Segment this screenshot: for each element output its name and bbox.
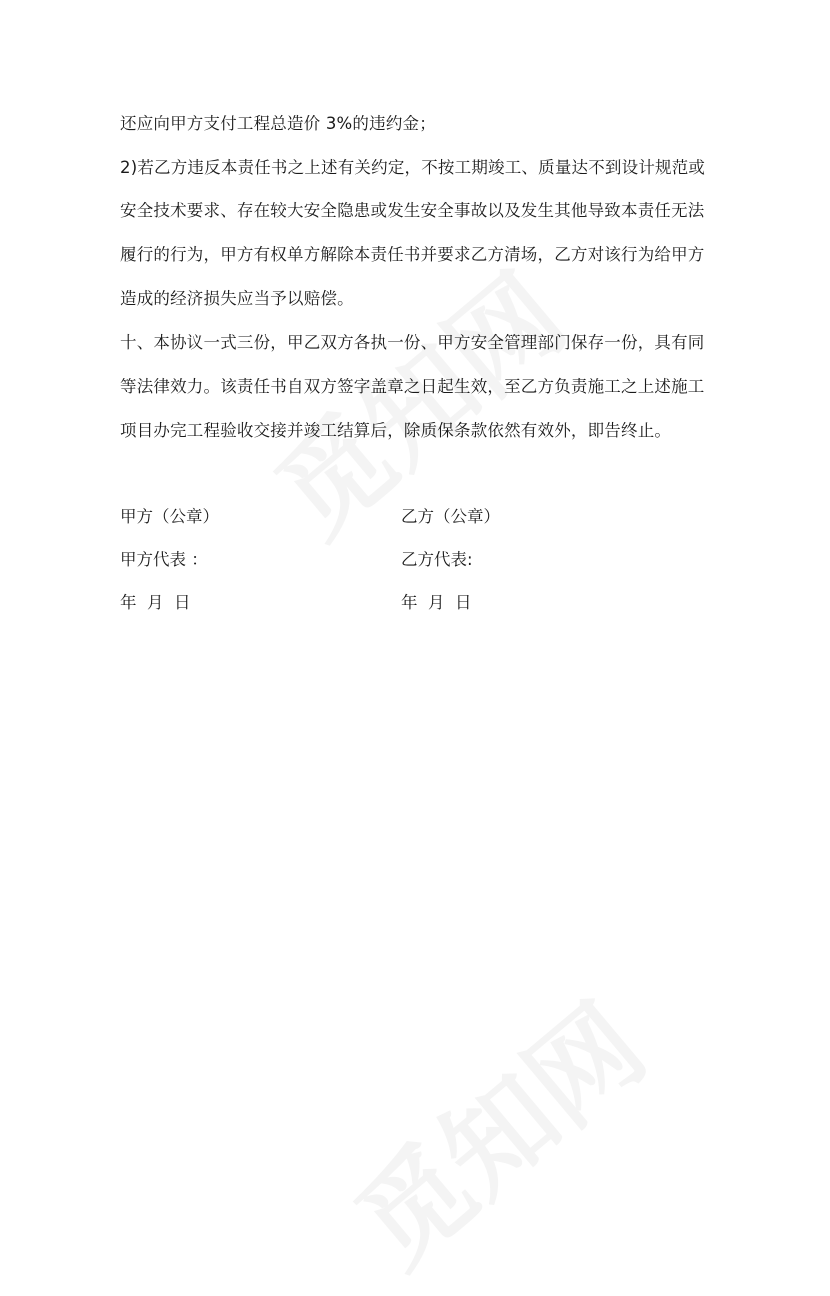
paragraph-line: 还应向甲方支付工程总造价 3%的违约金； bbox=[120, 114, 436, 133]
party-b-date-label: 年 月 日 bbox=[401, 593, 472, 612]
paragraph-line: 2)若乙方违反本责任书之上述有关约定，不按工期竣工、质量达不到设计规范或 bbox=[120, 158, 706, 177]
paragraph-line: 十、本协议一式三份，甲乙双方各执一份、甲方安全管理部门保存一份，具有同 bbox=[120, 333, 705, 352]
paragraph-line: 造成的经济损失应当予以赔偿。 bbox=[120, 289, 354, 308]
paragraph-line: 项目办完工程验收交接并竣工结算后，除质保条款依然有效外，即告终止。 bbox=[120, 421, 672, 440]
party-b-representative-label: 乙方代表: bbox=[401, 550, 473, 569]
party-a-representative-label: 甲方代表 ： bbox=[120, 550, 208, 569]
party-a-seal-label: 甲方（公章） bbox=[120, 507, 219, 526]
party-b-seal-label: 乙方（公章） bbox=[401, 507, 500, 526]
paragraph-line: 安全技术要求、存在较大安全隐患或发生安全事故以及发生其他导致本责任无法 bbox=[120, 201, 705, 220]
party-a-date-label: 年 月 日 bbox=[120, 593, 191, 612]
paragraph-line: 等法律效力。该责任书自双方签字盖章之日起生效，至乙方负责施工之上述施工 bbox=[120, 377, 705, 396]
watermark bbox=[318, 962, 672, 1295]
paragraph-line: 履行的行为，甲方有权单方解除本责任书并要求乙方清场，乙方对该行为给甲方 bbox=[120, 245, 705, 264]
